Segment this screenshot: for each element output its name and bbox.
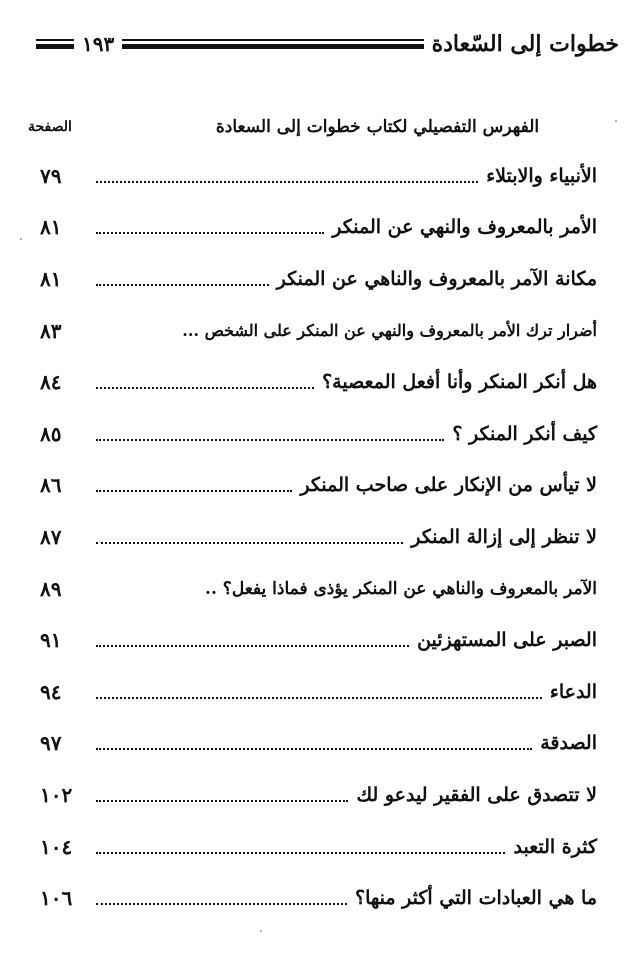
toc-entry-title: الصدقة bbox=[540, 732, 597, 755]
toc-entry-title: كيف أنكر المنكر ؟ bbox=[452, 422, 597, 445]
toc-entry-title: الأنبياء والابتلاء bbox=[486, 164, 597, 187]
toc-entry-title: أضرار ترك الأمر بالمعروف والنهي عن المنكر على الشخص ... bbox=[182, 321, 597, 341]
scan-speck bbox=[260, 930, 262, 932]
dot-leader bbox=[96, 181, 478, 183]
toc-entry-title: هل أنكر المنكر وأنا أفعل المعصية؟ bbox=[322, 371, 597, 394]
toc-entry-title: مكانة الآمر بالمعروف والناهي عن المنكر bbox=[276, 267, 597, 290]
header-rule-end bbox=[36, 39, 74, 49]
toc-entry-title: كثرة التعبد bbox=[513, 835, 597, 858]
book-title: خطوات إلى السّعادة bbox=[431, 31, 619, 57]
toc-title: الفهرس التفصيلي لكتاب خطوات إلى السعادة bbox=[215, 117, 540, 137]
dot-leader bbox=[96, 852, 505, 854]
toc-entry-page: ١٠٤ bbox=[40, 834, 73, 859]
toc-entry bbox=[40, 305, 597, 357]
toc-entry bbox=[40, 769, 597, 821]
toc-entry-page: ٨٤ bbox=[40, 370, 62, 395]
toc-entry-page: ٨٧ bbox=[40, 524, 62, 549]
toc-entry bbox=[40, 460, 597, 512]
dot-leader bbox=[96, 336, 174, 338]
toc-entry-title: لا تيأس من الإنكار على صاحب المنكر bbox=[300, 474, 597, 497]
toc-entry-page: ٨١ bbox=[40, 215, 62, 240]
toc-entry bbox=[40, 614, 597, 666]
toc-entry bbox=[40, 408, 597, 460]
toc-entry bbox=[40, 150, 597, 202]
dot-leader bbox=[96, 697, 542, 699]
toc-entry-title: الأمر بالمعروف والنهي عن المنكر bbox=[332, 216, 597, 239]
toc-entry-title: لا تتصدق على الفقير ليدعو لك bbox=[356, 783, 597, 806]
dot-leader bbox=[96, 284, 269, 286]
toc-entry-page: ٨٦ bbox=[40, 473, 62, 498]
dot-leader bbox=[96, 800, 348, 802]
dot-leader bbox=[96, 594, 197, 596]
dot-leader bbox=[96, 387, 314, 389]
toc-entry-title: لا تنظر إلى إزالة المنكر bbox=[411, 525, 597, 548]
toc-entry-page: ٨٣ bbox=[40, 318, 62, 343]
toc-entry bbox=[40, 202, 597, 254]
page-number: ١٩٣ bbox=[82, 32, 115, 56]
toc-heading-row bbox=[28, 112, 615, 142]
toc-entry-page: ٩٤ bbox=[40, 679, 62, 704]
toc-list bbox=[40, 150, 597, 924]
header-rule bbox=[122, 39, 423, 49]
toc-entry-page: ١٠٦ bbox=[40, 886, 73, 911]
toc-entry bbox=[40, 718, 597, 770]
toc-entry-title: الآمر بالمعروف والناهي عن المنكر يؤذى فماذا يفعل؟ .. bbox=[205, 578, 597, 599]
dot-leader bbox=[96, 903, 347, 905]
toc-entry bbox=[40, 872, 597, 924]
toc-entry bbox=[40, 253, 597, 305]
dot-leader bbox=[96, 232, 324, 234]
toc-entry-page: ١٠٢ bbox=[40, 782, 73, 807]
toc-entry-page: ٨٩ bbox=[40, 576, 62, 601]
dot-leader bbox=[96, 542, 403, 544]
toc-entry-page: ٨١ bbox=[40, 266, 62, 291]
toc-entry-page: ٧٩ bbox=[40, 163, 62, 188]
toc-entry bbox=[40, 563, 597, 615]
toc-entry-page: ٩١ bbox=[40, 628, 62, 653]
toc-entry-page: ٨٥ bbox=[40, 421, 62, 446]
dot-leader bbox=[96, 439, 444, 441]
dot-leader bbox=[96, 645, 409, 647]
toc-entry bbox=[40, 666, 597, 718]
dot-leader bbox=[96, 748, 532, 750]
toc-entry-title: الدعاء bbox=[549, 680, 597, 703]
toc-entry-page: ٩٧ bbox=[40, 731, 62, 756]
toc-entry-title: ما هي العبادات التي أكثر منها؟ bbox=[355, 887, 597, 910]
toc-entry bbox=[40, 821, 597, 873]
running-header bbox=[36, 24, 619, 64]
scan-speck bbox=[615, 120, 617, 122]
scan-speck bbox=[20, 238, 22, 240]
dot-leader bbox=[96, 490, 292, 492]
toc-entry-title: الصبر على المستهزئين bbox=[417, 629, 597, 652]
toc-entry bbox=[40, 511, 597, 563]
toc-entry bbox=[40, 356, 597, 408]
page-column-heading: الصفحة bbox=[28, 119, 72, 135]
